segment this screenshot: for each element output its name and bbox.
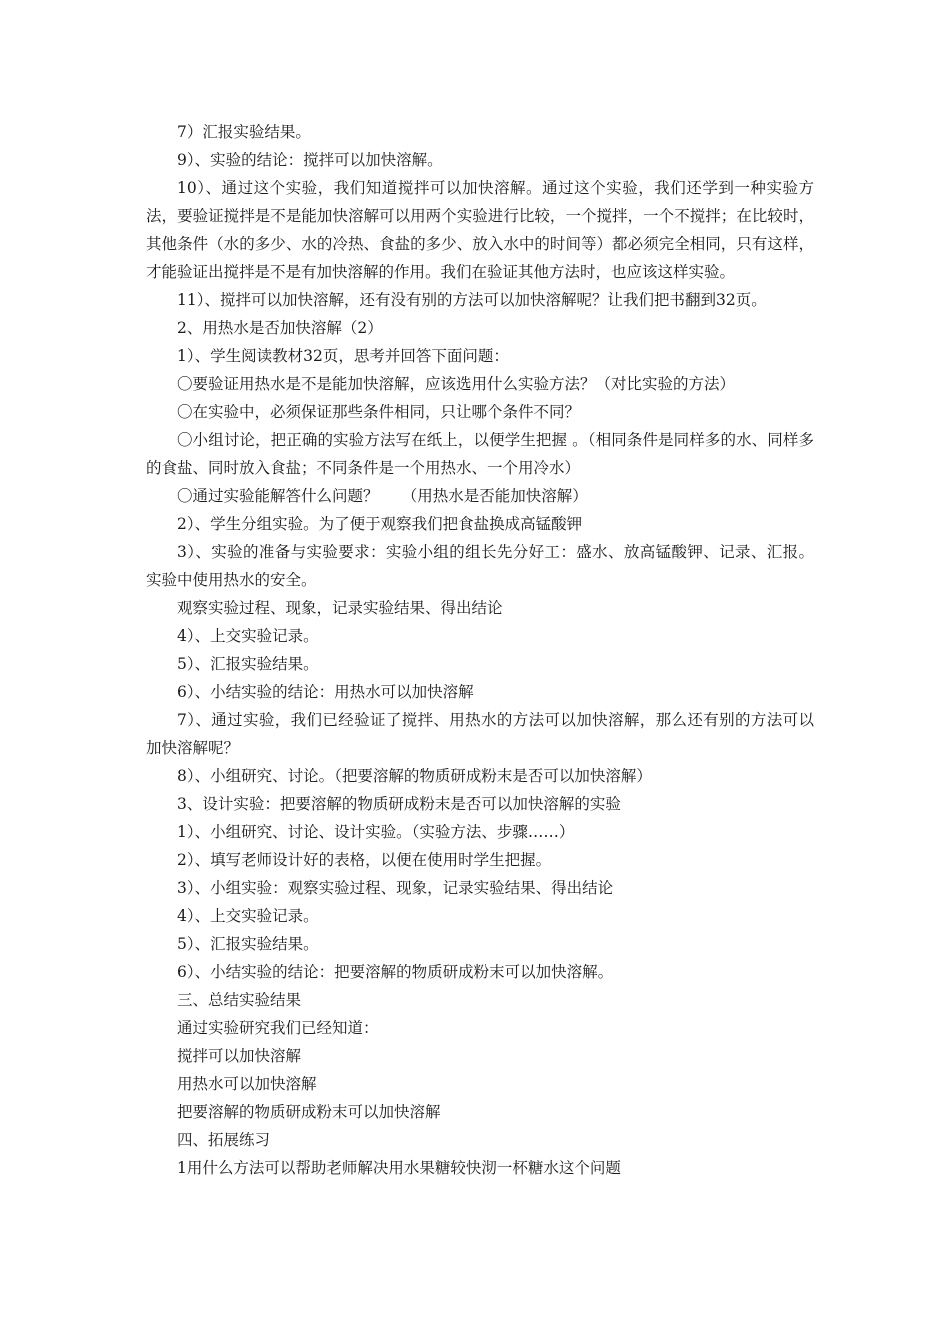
paragraph-report-results-2: 5）、汇报实验结果。 (177, 935, 319, 953)
paragraph-report-result: 7）汇报实验结果。 (177, 123, 311, 141)
paragraph-group-research: 8）、小组研究、讨论。（把要溶解的物质研成粉末是否可以加快溶解） (177, 767, 652, 785)
question-item-answerable: 〇通过实验能解答什么问题？ （用热水是否能加快溶解） (177, 487, 588, 505)
question-item-conditions: 〇在实验中，必须保证那些条件相同，只让哪个条件不同？ (177, 403, 581, 421)
paragraph-submit-record: 4）、上交实验记录。 (177, 627, 319, 645)
paragraph-observe-record: 观察实验过程、现象，记录实验结果、得出结论 (177, 599, 503, 617)
question-item-method: 〇要验证用热水是不是能加快溶解，应该选用什么实验方法？（对比实验的方法） (177, 375, 736, 393)
summary-item-hot-water: 用热水可以加快溶解 (177, 1075, 317, 1093)
paragraph-more-methods: 7）、通过实验，我们已经验证了搅拌、用热水的方法可以加快溶解，那么还有别的方法可以加快溶解呢？ (146, 711, 814, 757)
paragraph-design-steps: 1）、小组研究、讨论、设计实验。（实验方法、步骤……） (177, 823, 575, 841)
section-heading-extension: 四、拓展练习 (177, 1131, 271, 1149)
paragraph-stir-conclusion: 9）、实验的结论：搅拌可以加快溶解。 (177, 151, 443, 169)
paragraph-group-experiment: 2）、学生分组实验。为了便于观察我们把食盐换成高锰酸钾 (177, 515, 583, 533)
paragraph-fill-table: 2）、填写老师设计好的表格，以便在使用时学生把握。 (177, 851, 552, 869)
paragraph-stir-method-summary: 10）、通过这个实验，我们知道搅拌可以加快溶解。通过这个实验，我们还学到一种实验方法，要验证搅拌是不是能加快溶解可以用两个实验进行比较，一个搅拌，一个不搅拌；在比较时，其他条件（水的多少、水的冷热、食盐的多少、放入水中的时间等）都必须完全相同，只有这样，才能验证出搅拌是不是有加快溶解的作用。我们在验证其他方法时，也应该这样实验。 (146, 179, 814, 281)
question-item-group-discussion: 〇小组讨论，把正确的实验方法写在纸上，以便学生把握 。（相同条件是同样多的水、同样多的食盐、同时放入食盐；不同条件是一个用热水、一个用冷水） (146, 431, 814, 477)
section-heading-summary: 三、总结实验结果 (177, 991, 302, 1009)
section-heading-design-experiment: 3、设计实验：把要溶解的物质研成粉末是否可以加快溶解的实验 (177, 795, 621, 813)
summary-item-stir: 搅拌可以加快溶解 (177, 1047, 302, 1065)
paragraph-read-textbook: 1）、学生阅读教材32页，思考并回答下面问题： (177, 347, 509, 365)
paragraph-other-methods-question: 11）、搅拌可以加快溶解，还有没有别的方法可以加快溶解呢？让我们把书翻到32页。 (177, 291, 767, 309)
paragraph-hot-water-conclusion: 6）、小结实验的结论：用热水可以加快溶解 (177, 683, 474, 701)
paragraph-extension-question: 1用什么方法可以帮助老师解决用水果糖较快沏一杯糖水这个问题 (177, 1159, 621, 1177)
paragraph-summary-intro: 通过实验研究我们已经知道： (177, 1019, 379, 1037)
summary-item-powder: 把要溶解的物质研成粉末可以加快溶解 (177, 1103, 441, 1121)
document-body (146, 118, 814, 1182)
paragraph-submit-record-2: 4）、上交实验记录。 (177, 907, 319, 925)
section-heading-hot-water: 2、用热水是否加快溶解（2） (177, 319, 383, 337)
paragraph-group-experiment-powder: 3）、小组实验：观察实验过程、现象，记录实验结果、得出结论 (177, 879, 614, 897)
paragraph-experiment-requirements: 3）、实验的准备与实验要求：实验小组的组长先分好工：盛水、放高锰酸钾、记录、汇报。实验中使用热水的安全。 (146, 543, 814, 589)
paragraph-report-results: 5）、汇报实验结果。 (177, 655, 319, 673)
paragraph-powder-conclusion: 6）、小结实验的结论：把要溶解的物质研成粉末可以加快溶解。 (177, 963, 614, 981)
